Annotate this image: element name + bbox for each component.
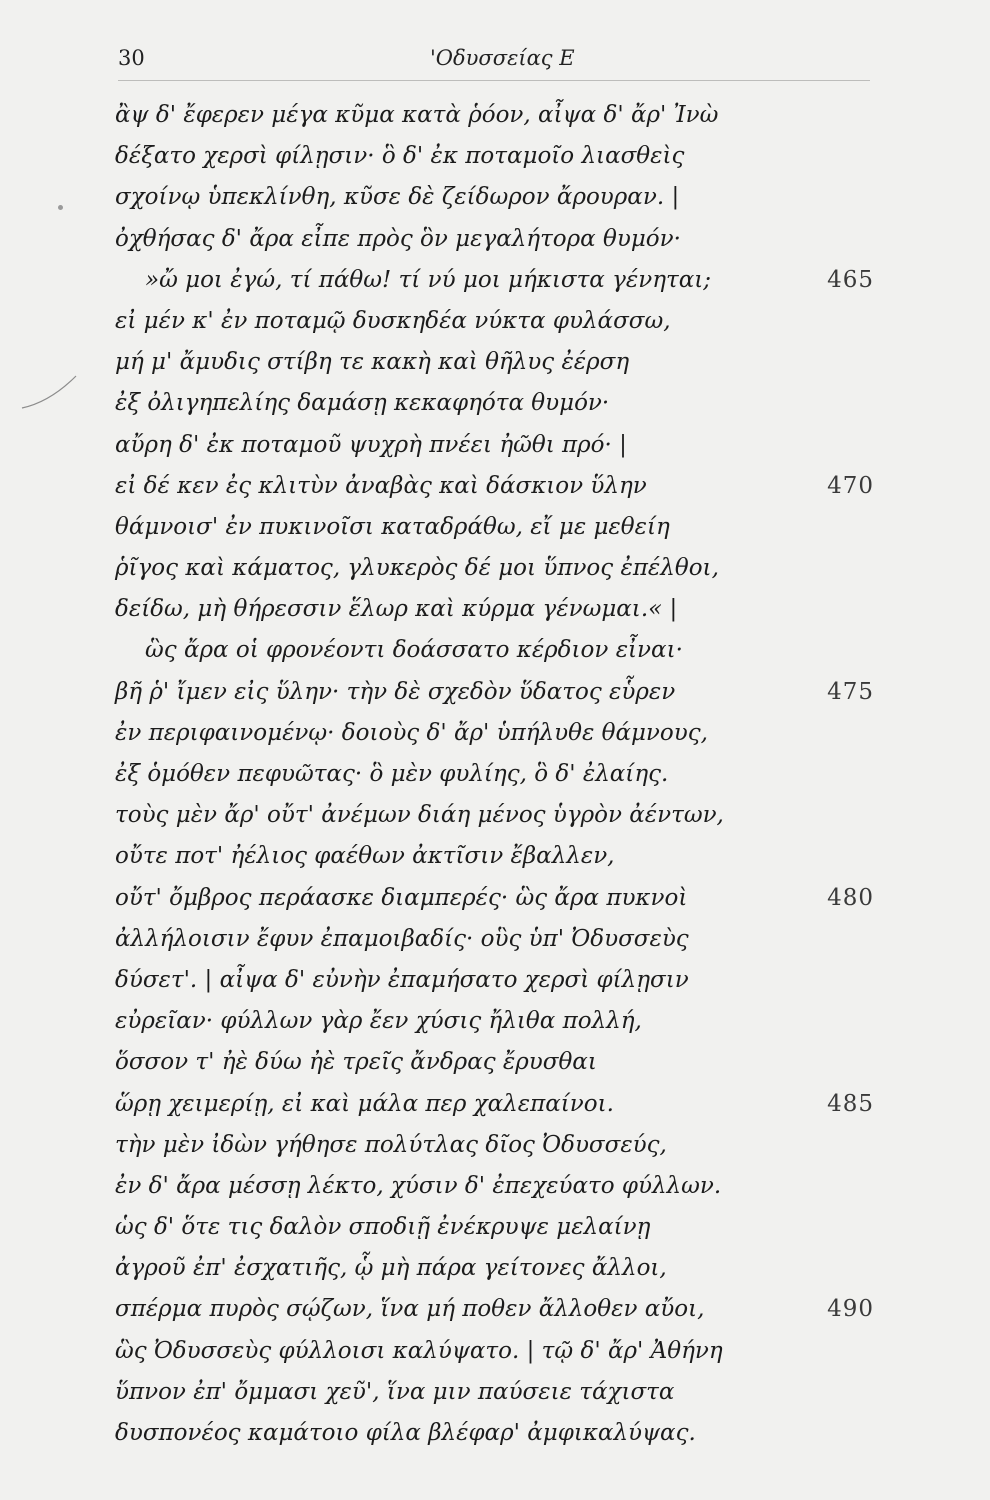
verse-line [0,136,990,177]
verse-line [0,1207,990,1248]
verse-text: ἐξ ὁμόθεν πεφυῶτας· ὃ μὲν φυλίης, ὃ δ' ἐλαίης. [115,761,669,787]
verse-line [0,425,990,466]
verse-text: ὀχθήσας δ' ἄρα εἶπε πρὸς ὃν μεγαλήτορα θυμόν· [115,225,681,252]
verse-line [0,1372,990,1413]
line-number: 475 [827,678,874,705]
verse-text: σπέρμα πυρὸς σῴζων, ἵνα μή ποθεν ἄλλοθεν αὔοι, [115,1296,705,1323]
verse-text: τὴν μὲν ἰδὼν γήθησε πολύτλας δῖος Ὀδυσσεύς, [115,1131,667,1158]
running-head: 'Οδυσσείας Ε [430,46,575,70]
verse-line [0,507,990,548]
verse-line [0,260,990,301]
verse-line [0,1125,990,1166]
verse-text: ἐξ ὀλιγηπελίης δαμάσῃ κεκαφηότα θυμόν· [115,390,610,417]
verse-text: εἰ μέν κ' ἐν ποταμῷ δυσκηδέα νύκτα φυλάσσω, [115,307,671,334]
paper-speck [58,205,63,210]
verse-text: »ὤ μοι ἐγώ, τί πάθω! τί νύ μοι μήκιστα γένηται; [145,266,712,293]
verse-text: ὥρῃ χειμερίῃ, εἰ καὶ μάλα περ χαλεπαίνοι. [115,1090,614,1117]
verse-line [0,589,990,630]
line-number: 465 [827,266,874,293]
verse-text: δυσπονέος καμάτοιο φίλα βλέφαρ' ἀμφικαλύψας. [115,1420,696,1446]
verse-text: δείδω, μὴ θήρεσσιν ἕλωρ καὶ κύρμα γένωμαι.« | [115,596,678,623]
verse-line [0,1248,990,1289]
verse-text: ὣς ἄρα οἱ φρονέοντι δοάσσατο κέρδιον εἶναι· [145,637,683,664]
verse-line [0,1001,990,1042]
line-number: 490 [827,1296,874,1323]
verse-line [0,878,990,919]
line-number: 470 [827,472,874,499]
verse-text: ἂψ δ' ἔφερεν μέγα κῦμα κατὰ ῥόον, αἶψα δ' ἄρ' Ἰνὼ [115,102,719,128]
verse-line [0,754,990,795]
verse-line [0,713,990,754]
verse-line [0,1289,990,1330]
verse-line [0,672,990,713]
verse-line [0,466,990,507]
verse-line [0,301,990,342]
verse-text: ῥῖγος καὶ κάματος, γλυκερὸς δέ μοι ὕπνος ἐπέλθοι, [115,555,719,582]
verse-text: ἀγροῦ ἐπ' ἐσχατιῆς, ᾧ μὴ πάρα γείτονες ἄλλοι, [115,1255,667,1282]
verse-text: οὔτε ποτ' ἠέλιος φαέθων ἀκτῖσιν ἔβαλλεν, [115,843,615,870]
verse-text: ὕπνον ἐπ' ὄμμασι χεῦ', ἵνα μιν παύσειε τάχιστα [115,1378,675,1405]
verse-text: βῆ ῥ' ἴμεν εἰς ὕλην· τὴν δὲ σχεδὸν ὕδατος εὗρεν [115,678,676,705]
verse-line [0,383,990,424]
line-number: 485 [827,1090,874,1117]
verse-text: εἰ δέ κεν ἐς κλιτὺν ἀναβὰς καὶ δάσκιον ὕλην [115,472,647,499]
verse-text: ἐν περιφαινομένῳ· δοιοὺς δ' ἄρ' ὑπήλυθε θάμνους, [115,719,708,746]
verse-text: ὣς Ὀδυσσεὺς φύλλοισι καλύψατο. | τῷ δ' ἄρ' Ἀθήνη [115,1337,723,1364]
verse-line [0,630,990,671]
verse-text: ἐν δ' ἄρα μέσσῃ λέκτο, χύσιν δ' ἐπεχεύατο φύλλων. [115,1172,722,1199]
verse-line [0,1413,990,1454]
verse-line [0,1331,990,1372]
verse-text: ὅσσον τ' ἠὲ δύω ἠὲ τρεῖς ἄνδρας ἔρυσθαι [115,1049,597,1076]
verse-text: δύσετ'. | αἶψα δ' εὐνὴν ἐπαμήσατο χερσὶ φίλῃσιν [115,966,689,993]
verse-line [0,960,990,1001]
verse-block [0,95,990,1454]
verse-text: τοὺς μὲν ἄρ' οὔτ' ἀνέμων διάη μένος ὑγρὸν ἀέντων, [115,802,724,829]
verse-line [0,177,990,218]
verse-line [0,1166,990,1207]
header-rule [118,80,870,81]
verse-text: μή μ' ἄμυδις στίβη τε κακὴ καὶ θῆλυς ἐέρση [115,349,630,376]
verse-text: δέξατο χερσὶ φίλῃσιν· ὃ δ' ἐκ ποταμοῖο λιασθεὶς [115,143,685,170]
verse-line [0,919,990,960]
line-number: 480 [827,884,874,911]
verse-line [0,836,990,877]
verse-line [0,1084,990,1125]
verse-line [0,1042,990,1083]
margin-pencil-mark [20,372,80,412]
verse-text: αὔρη δ' ἐκ ποταμοῦ ψυχρὴ πνέει ἠῶθι πρό· | [115,431,627,458]
verse-text: οὔτ' ὄμβρος περάασκε διαμπερές· ὣς ἄρα πυκνοὶ [115,884,688,911]
verse-text: ὡς δ' ὅτε τις δαλὸν σποδιῇ ἐνέκρυψε μελαίνῃ [115,1214,651,1241]
verse-text: σχοίνῳ ὑπεκλίνθη, κῦσε δὲ ζείδωρον ἄρουραν. | [115,184,680,211]
verse-line [0,795,990,836]
verse-line [0,219,990,260]
verse-text: εὐρεῖαν· φύλλων γὰρ ἔεν χύσις ἤλιθα πολλή, [115,1008,642,1035]
page-number: 30 [118,46,145,70]
verse-line [0,548,990,589]
verse-line [0,342,990,383]
verse-text: ἀλλήλοισιν ἔφυν ἐπαμοιβαδίς· οὓς ὑπ' Ὀδυσσεὺς [115,925,689,952]
verse-text: θάμνοισ' ἐν πυκινοῖσι καταδράθω, εἴ με μεθείη [115,513,670,540]
verse-line [0,95,990,136]
